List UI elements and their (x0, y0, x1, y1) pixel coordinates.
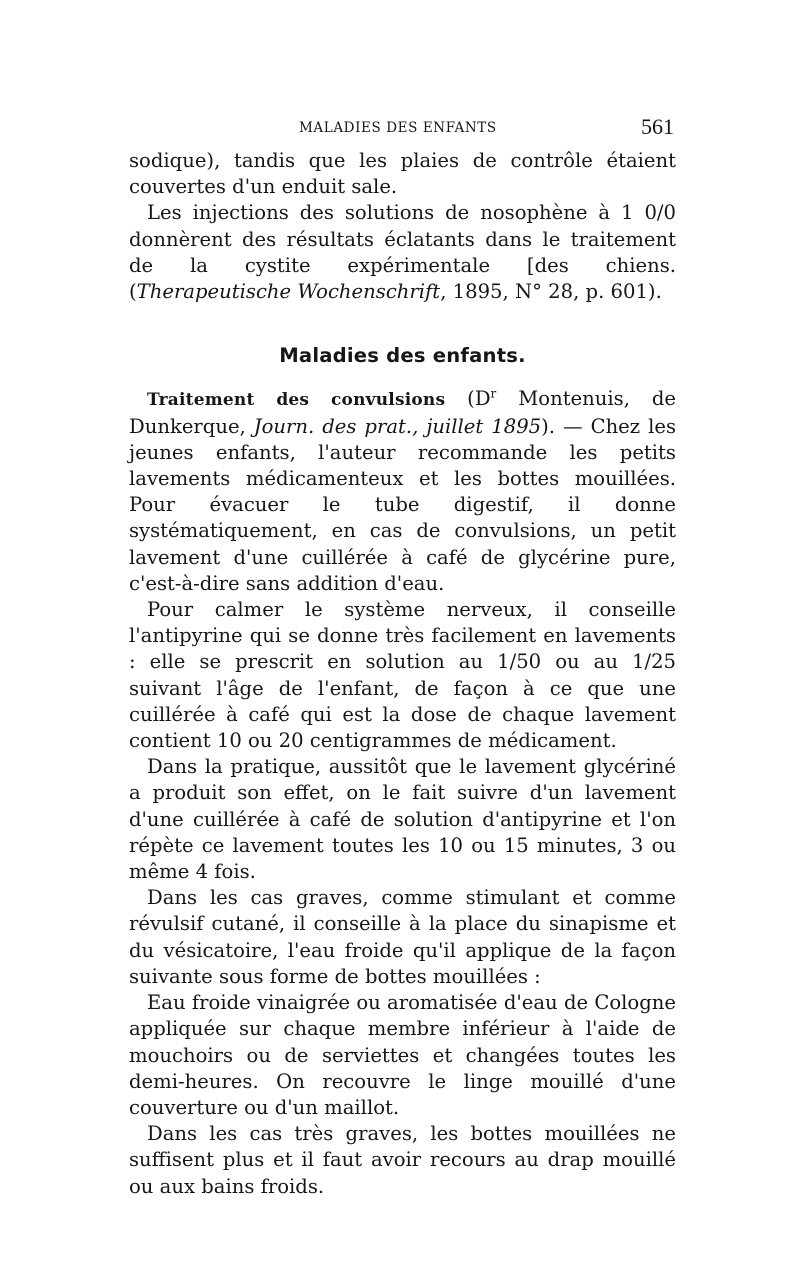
page-number: 561 (641, 114, 674, 139)
paragraph-convulsions: Traitement des convulsions ($D^r$ Montenuis, de Dunkerque, Journ. des prat., juillet 1895). — Chez les jeunes enfants, l'auteur recommande les petits lavements médicamenteux et les bottes mouillées. Pour évacuer le tube digestif, il donne systématiquement, en cas de convulsions, un petit lavement d'une cuillérée à café de glycérine pure, c'est-à-dire sans addition d'eau. (129, 386, 677, 595)
journal-title: Therapeutische Wochenschrift (136, 280, 441, 304)
running-header (129, 112, 676, 148)
paragraph-pratique: Dans la pratique, aussitôt que le lavement glycériné a produit son effet, on le fait suivre d'un lavement d'une cuillérée à café de solution d'antipyrine et l'on répète ce lavement toutes les 10 ou 15 minutes, 3 ou même 4 fois. (129, 755, 676, 884)
section-title: Maladies des enfants. (279, 344, 526, 368)
paragraph-tres-graves: Dans les cas très graves, les bottes mouillées ne suffisent plus et il faut avoir recours au drap mouillé ou aux bains froids. (129, 1122, 676, 1198)
page-body (129, 148, 676, 1200)
running-title: MALADIES DES ENFANTS (299, 120, 497, 136)
article-heading: Traitement des convulsions (147, 390, 446, 411)
article-source: Journ. des prat., juillet 1895 (253, 414, 542, 438)
paragraph-cas-graves: Dans les cas graves, comme stimulant et comme révulsif cutané, il conseille à la place du sinapisme et du vésicatoire, l'eau froide qu'il applique de la façon suivante sous forme de bottes mouillées : (129, 886, 676, 988)
paragraph-nosophene: Les injections des solutions de nosophène à 1 0/0 donnèrent des résultats éclatants dans le traitement de la cystite expérimentale [des chiens. (Therapeutische Wochenschrift, 1895, N° 28, p. 601). (129, 201, 676, 304)
paragraph-continuation: sodique), tandis que les plaies de contrôle étaient couvertes d'un enduit sale. (129, 149, 676, 199)
paragraph-eau-froide: Eau froide vinaigrée ou aromatisée d'eau de Cologne appliquée sur chaque membre inférieur à l'aide de mouchoirs ou de serviettes et changées toutes les demi-heures. On recouvre le linge mouillé d'une couverture ou d'un maillot. (129, 991, 676, 1119)
book-page (129, 112, 676, 1200)
paragraph-antipyrine: Pour calmer le système nerveux, il conseille l'antipyrine qui se donne très facilement en lavements : elle se prescrit en solution au 1/50 ou au 1/25 suivant l'âge de l'enfant, de façon à ce que une cuillérée à café qui est la dose de chaque lavement contient 10 ou 20 centigrammes de médicament. (129, 598, 676, 753)
